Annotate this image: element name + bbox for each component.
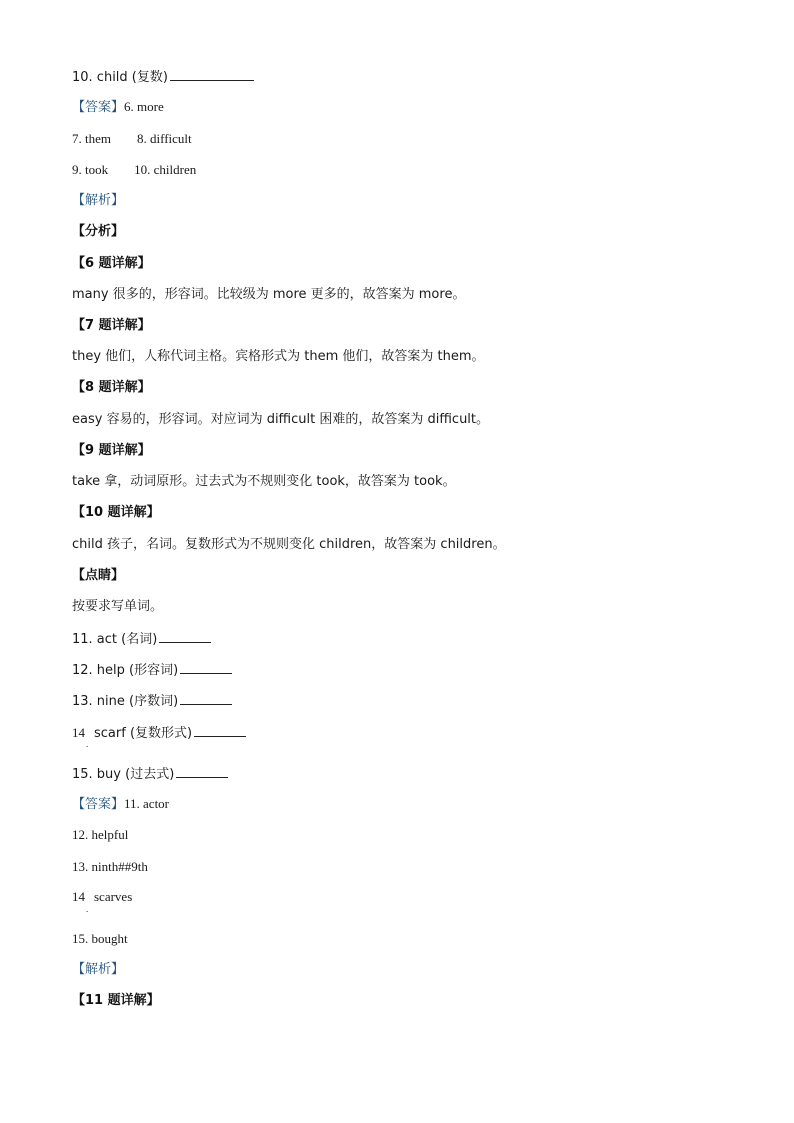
question-text: 15. buy (过去式) [72, 767, 175, 782]
detail-tag-8: 【8 题详解】 [72, 380, 151, 395]
answer-blank [170, 68, 254, 81]
answer-9: 9. took [72, 162, 109, 177]
question-13 [72, 692, 232, 710]
analysis-tag: 【解析】 [72, 962, 125, 977]
answer-text: 11. actor [124, 796, 170, 811]
question-text: 10. child (复数) [72, 70, 168, 85]
question-number: 14 [72, 725, 85, 740]
answer-8: 8. difficult [137, 131, 192, 146]
question-15 [72, 765, 228, 783]
analysis-sub-tag: 【分析】 [72, 224, 125, 239]
detail-text-6: many 很多的，形容词。比较级为 more 更多的，故答案为 more。 [72, 287, 466, 302]
list-dot-mark: . [86, 904, 89, 914]
answer-text: 6. more [124, 99, 164, 114]
detail-tag-9: 【9 题详解】 [72, 443, 151, 458]
answer-7: 7. them [72, 131, 111, 146]
question-12 [72, 661, 232, 679]
detail-text-10: child 孩子，名词。复数形式为不规则变化 children，故答案为 children。 [72, 537, 506, 552]
answer-text: scarves [94, 889, 133, 904]
question-text: 11. act (名词) [72, 632, 158, 647]
detail-tag-10: 【10 题详解】 [72, 505, 160, 520]
answer-blank [180, 661, 232, 674]
answer-line-13: 13. ninth##9th [72, 859, 148, 874]
answer-tag: 【答案】 [72, 100, 125, 115]
detail-tag-7: 【7 题详解】 [72, 318, 151, 333]
analysis-tag: 【解析】 [72, 193, 125, 208]
answer-blank [194, 724, 246, 737]
list-dot-mark: . [86, 739, 89, 749]
answer-line-14 [72, 889, 132, 905]
tips-tag: 【点睛】 [72, 568, 125, 583]
answer-blank [180, 692, 232, 705]
answer-10: 10. children [134, 162, 197, 177]
answer-line-7-8 [72, 131, 192, 147]
detail-text-7: they 他们，人称代词主格。宾格形式为 them 他们，故答案为 them。 [72, 349, 485, 364]
answer-line-12: 12. helpful [72, 827, 129, 842]
detail-tag-11: 【11 题详解】 [72, 993, 160, 1008]
detail-tag-6: 【6 题详解】 [72, 256, 151, 271]
detail-text-8: easy 容易的，形容词。对应词为 difficult 困难的，故答案为 difficult。 [72, 412, 490, 427]
answer-tag: 【答案】 [72, 797, 125, 812]
question-text: 13. nine (序数词) [72, 694, 179, 709]
question-11 [72, 630, 211, 648]
answer-line-11 [72, 796, 169, 813]
answer-number: 14 [72, 889, 85, 904]
answer-line-6 [72, 99, 164, 116]
question-text: 12. help (形容词) [72, 663, 179, 678]
answer-line-15: 15. bought [72, 931, 128, 946]
question-10 [72, 68, 254, 86]
instruction-text: 按要求写单词。 [72, 599, 164, 614]
answer-blank [176, 765, 228, 778]
question-14 [72, 724, 246, 742]
detail-text-9: take 拿，动词原形。过去式为不规则变化 took，故答案为 took。 [72, 474, 456, 489]
answer-line-9-10 [72, 162, 196, 178]
answer-blank [159, 630, 211, 643]
question-text: scarf (复数形式) [94, 726, 193, 741]
